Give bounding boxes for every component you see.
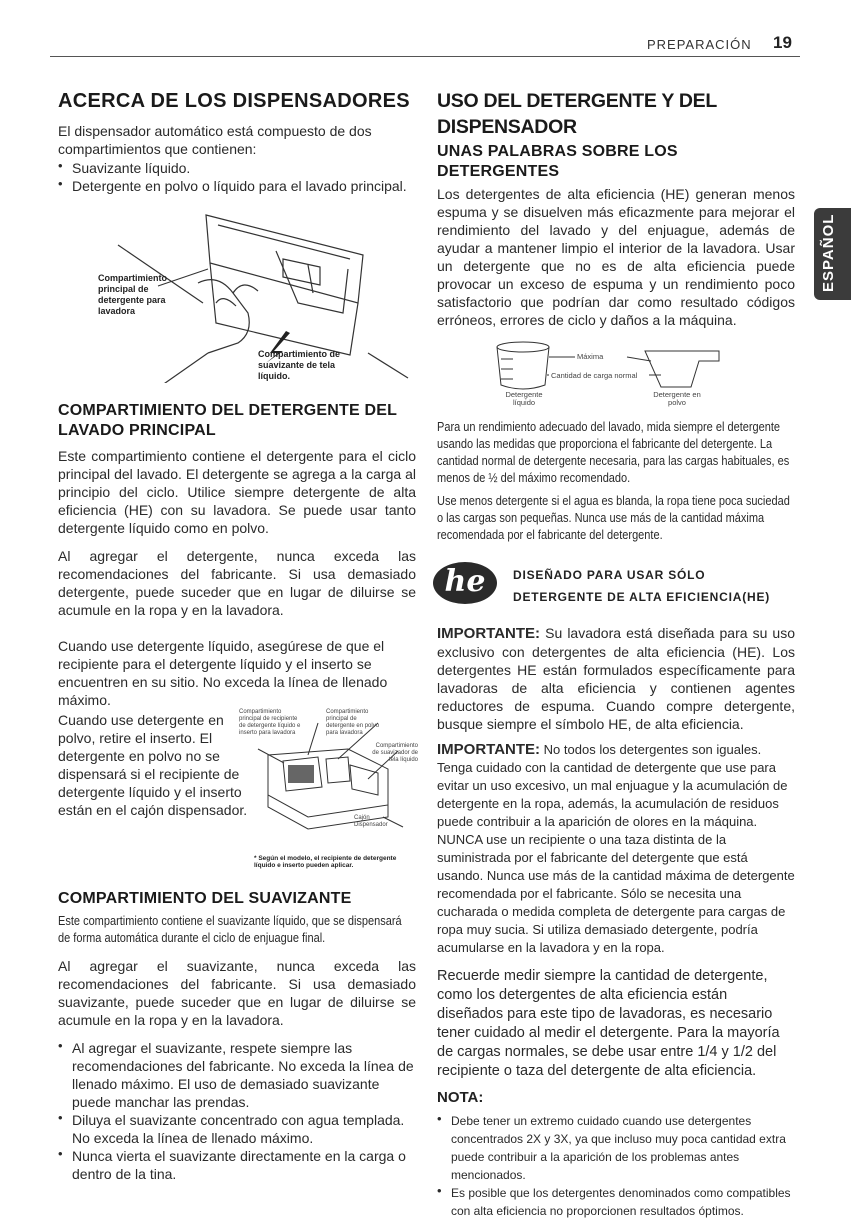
- fig2-label-drawer: Cajón Dispensador: [354, 815, 388, 828]
- language-tab-label: ESPAÑOL: [820, 213, 837, 292]
- important-1: [437, 624, 795, 733]
- note-list: [437, 1112, 795, 1220]
- important-2: [437, 741, 795, 957]
- header-section-title: PREPARACIÓN: [647, 37, 752, 52]
- detergent-use-p4: Recuerde medir siempre la cantidad de detergente, como los detergentes de alta eficiencia están diseñados para este tipo de lavadoras, es necesario tener cuidado al medir el detergente. Para la mayoría de cargas normales, se debe usar entre 1/4 y 1/2 del recipiente o taza del detergente de alta eficiencia.: [437, 968, 780, 1079]
- fig1-label-main: Compartimiento principal de detergente para lavadora: [98, 273, 168, 316]
- fig3-label-powder: Detergente en polvo: [653, 390, 701, 407]
- fig2-label-powder: Compartimiento principal de detergente en polvo para lavadora: [326, 709, 380, 736]
- softener-p2: Al agregar el suavizante, nunca exceda las recomendaciones del fabricante. Si usa demasiado suavizante, puede suceder que en lugar de diluirse se acumule en la ropa y en la lavadora.: [58, 958, 416, 1028]
- fig2-label-softener: Compartimiento de suavizador de tela líquido: [372, 743, 418, 763]
- main-wash-p1: Este compartimiento contiene el detergente para el ciclo principal del lavado. El detergente se agrega a la carga al principio del ciclo. Utilice siempre detergente de alta eficiencia (HE) con su lavadora. Se puede usar tanto detergente líquido como en polvo.: [58, 448, 416, 536]
- fig3-label-normal: Cantidad de carga normal: [551, 371, 638, 380]
- dispenser-drawer-figure: [58, 203, 416, 383]
- main-wash-title: COMPARTIMIENTO DEL DETERGENTE DEL LAVADO PRINCIPAL: [58, 402, 397, 439]
- language-tab: [814, 208, 851, 300]
- measure-figure: [437, 337, 795, 417]
- fig3-label-liquid: Detergente líquido: [505, 390, 543, 407]
- detergent-use-p2: Para un rendimiento adecuado del lavado, mida siempre el detergente usando las medidas que proporciona el fabricante del detergente. La cantidad normal de detergente necesaria, para las cargas habituales, es menos de ½ del máximo recomendado.: [437, 420, 790, 485]
- softener-title: COMPARTIMIENTO DEL SUAVIZANTE: [58, 890, 352, 907]
- list-item: • Es posible que los detergentes denominados como compatibles con alta eficiencia no proporcionen resultados óptimos.: [437, 1184, 795, 1220]
- page-number: 19: [773, 33, 792, 52]
- he-logo: he: [433, 562, 497, 604]
- list-item: • Debe tener un extremo cuidado cuando use detergentes concentrados 2X y 3X, ya que incluso muy poca cantidad extra puede contribuir a la aparición de los problemas antes mencionados.: [437, 1112, 795, 1184]
- note-title: NOTA:: [437, 1089, 484, 1106]
- fig1-label-softener: Compartimiento de suavizante de tela líquido.: [258, 349, 341, 381]
- list-item: • Suavizante líquido.: [58, 159, 416, 177]
- he-block: [437, 560, 795, 614]
- important-1-text: Su lavadora está diseñada para su uso exclusivo con detergentes de alta eficiencia (HE). Los detergentes HE están formulados específicamente para lavadoras de alta eficiencia y contienen agentes reductores de espuma. Cuando compre detergente, busque siempre el símbolo HE, de alta eficiencia.: [437, 625, 796, 732]
- softener-p1: Este compartimiento contiene el suavizante líquido, que se dispensará de forma automática durante el ciclo de enjuague final.: [58, 914, 402, 945]
- main-wash-p3: Cuando use detergente líquido, asegúrese de que el recipiente para el detergente líquido y el inserto se encuentren en su sitio. No exceda la línea de llenado máximo.: [58, 638, 388, 708]
- main-wash-p2: Al agregar el detergente, nunca exceda las recomendaciones del fabricante. Si usa demasiado detergente, puede suceder que en lugar de diluirse se acumule en la ropa y en la lavadora.: [58, 548, 416, 618]
- list-item: • Nunca vierta el suavizante directamente en la carga o dentro de la tina.: [58, 1147, 416, 1183]
- fig2-note: * Según el modelo, el recipiente de detergente líquido e inserto pueden aplicar.: [254, 855, 397, 869]
- detergent-use-p3: Use menos detergente si el agua es blanda, la ropa tiene poca suciedad o las cargas son pequeñas. Nunca use más de la cantidad máxima recomendada por el fabricante del detergente.: [437, 494, 790, 542]
- header-divider: [50, 56, 800, 57]
- fig2-label-liquid: Compartimiento principal de recipiente de detergente líquido e inserto para lavadora: [239, 709, 301, 736]
- detergent-use-p1: Los detergentes de alta eficiencia (HE) generan menos espuma y se disuelven más eficazmente para mejorar el rendimiento del lavado y del enjuague, además de ayudar a mantener limpio el interior de la lavadora. Usar un detergente que no es de alta eficiencia puede provocar un exceso de espuma y un rendimiento poco satisfactorio que podrían dar como resultado códigos erróneos, errores de ciclo y daños a la máquina.: [437, 186, 795, 328]
- important-1-label: IMPORTANTE:: [437, 625, 541, 642]
- detergent-use-subtitle: UNAS PALABRAS SOBRE LOS DETERGENTES: [437, 143, 678, 180]
- main-wash-p4: Cuando use detergente en polvo, retire el inserto. El detergente en polvo no se dispensará si el recipiente de detergente líquido y el inserto están en el cajón dispensador.: [58, 712, 248, 818]
- dispensers-title: ACERCA DE LOS DISPENSADORES: [58, 90, 410, 112]
- dispensers-intro: El dispensador automático está compuesto de dos compartimientos que contienen:: [58, 123, 372, 157]
- left-column: [58, 88, 416, 1183]
- he-title: DISEÑADO PARA USAR SÓLO DETERGENTE DE ALTA EFICIENCIA(HE): [513, 568, 771, 604]
- list-item: • Diluya el suavizante concentrado con agua templada. No exceda la línea de llenado máximo.: [58, 1111, 416, 1147]
- important-2-label: IMPORTANTE:: [437, 741, 541, 758]
- softener-list: [58, 1039, 416, 1183]
- list-item: • Detergente en polvo o líquido para el lavado principal.: [58, 177, 416, 195]
- right-column: [437, 88, 795, 1220]
- fig3-label-max: Máxima: [577, 352, 604, 361]
- list-item: • Al agregar el suavizante, respete siempre las recomendaciones del fabricante. No exceda la línea de llenado máximo. El uso de demasiado suavizante puede manchar las prendas.: [58, 1039, 416, 1111]
- dispensers-list: [58, 159, 416, 195]
- detergent-use-title: USO DEL DETERGENTE Y DEL DISPENSADOR: [437, 90, 717, 138]
- important-2-text: No todos los detergentes son iguales. Tenga cuidado con la cantidad de detergente que use para evitar un uso excesivo, un mal enjuague y la acumulación de detergente en la ropa, además, la acumulación de residuos puede contribuir a la aparición de olores en la máquina. NUNCA use un recipiente o una taza distinta de la suministrada por el fabricante del detergente que está usando. Nunca use más de la cantidad máxima de detergente recomendada por el fabricante. Sólo se necesita una cucharada o medida completa de detergente para cargas de ropa muy sucia. Si utiliza demasiado detergente, podría acumularse en la lavadora y en la ropa.: [437, 742, 795, 955]
